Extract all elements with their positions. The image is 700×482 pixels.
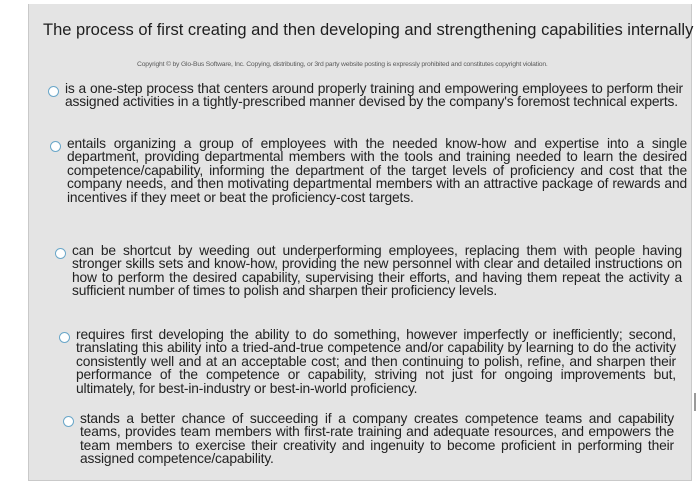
answer-option-b-text: entails organizing a group of employees with the needed know-how and expertise into a single department, providing departmental members with the tools and training needed to learn the desired competence/capability, informing the department of the target levels of proficiency and cost that the company needs, and then motivating departmental members with an attractive package of rewards and incentives if they meet or beat the proficiency-cost targets. [67, 136, 687, 205]
radio-button-a[interactable] [48, 86, 59, 97]
question-stem: The process of first creating and then developing and strengthening capabilities internally [43, 21, 694, 39]
radio-button-d[interactable] [59, 332, 70, 343]
copyright-notice: Copyright © by Glo-Bus Software, Inc. Copying, distributing, or 3rd party website posting is expressly prohibited and constitutes copyright violation. [137, 61, 548, 68]
answer-option-e-text: stands a better chance of succeeding if a company creates competence teams and capability teams, provides team members with first-rate training and adequate resources, and empowers the team members to exercise their creativity and ingenuity to become proficient in performing their assigned competence/capability. [80, 411, 674, 467]
radio-button-e[interactable] [63, 416, 74, 427]
radio-button-c[interactable] [55, 248, 66, 259]
answer-option-c-text: can be shortcut by weeding out underperforming employees, replacing them with people having stronger skills sets and know-how, providing the new personnel with clear and detailed instructions on how to perform the desired capability, supervising their efforts, and having them repeat the activity a sufficient number of times to polish and sharpen their proficiency levels. [72, 243, 682, 299]
question-panel [28, 4, 692, 481]
answer-option-a-text: is a one-step process that centers around properly training and empowering employees to perform their assigned activities in a tightly-prescribed manner devised by the company's foremost technical experts. [65, 81, 683, 110]
scrollbar-edge [694, 393, 696, 411]
radio-button-b[interactable] [50, 141, 61, 152]
answer-option-d-text: requires first developing the ability to do something, however imperfectly or inefficiently; second, translating this ability into a tried-and-true competence and/or capability by learning to do the activity consistently well and at an acceptable cost; and then continuing to polish, refine, and sharpen their performance of the competence or capability, striving not just for ongoing improvements but, ultimately, for best-in-industry or best-in-world proficiency. [76, 327, 676, 396]
